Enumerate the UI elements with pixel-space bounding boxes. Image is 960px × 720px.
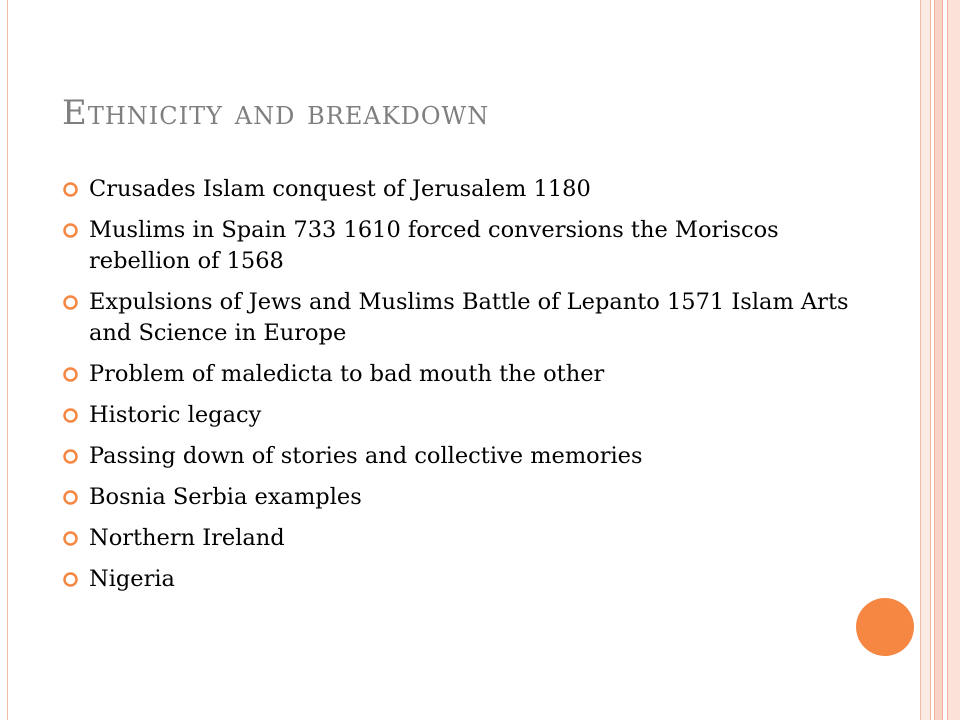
circle-outline-bullet-icon — [62, 222, 79, 239]
bullet-item — [60, 359, 850, 390]
bullet-text: Muslims in Spain 733 1610 forced conversions the Moriscos rebellion of 1568 — [89, 217, 779, 274]
bullet-list — [60, 174, 850, 605]
circle-outline-bullet-icon — [62, 530, 79, 547]
bullet-text: Historic legacy — [89, 402, 262, 428]
slide-title — [62, 93, 490, 133]
bullet-item — [60, 441, 850, 472]
circle-outline-bullet-icon — [62, 181, 79, 198]
decorative-stripe — [921, 0, 931, 720]
circle-outline-bullet-icon — [62, 294, 79, 311]
decorative-stripe — [934, 0, 943, 720]
circle-outline-bullet-icon — [62, 407, 79, 424]
decorative-stripe — [947, 0, 960, 720]
bullet-text: Crusades Islam conquest of Jerusalem 1180 — [89, 176, 591, 202]
bullet-text: Problem of maledicta to bad mouth the other — [89, 361, 605, 387]
circle-outline-bullet-icon — [62, 571, 79, 588]
title-initial: E — [62, 93, 88, 133]
bullet-text: Expulsions of Jews and Muslims Battle of Lepanto 1571 Islam Arts and Science in Europe — [89, 289, 849, 346]
circle-outline-bullet-icon — [62, 448, 79, 465]
bullet-item — [60, 482, 850, 513]
bullet-item — [60, 215, 850, 277]
bullet-text: Bosnia Serbia examples — [89, 484, 362, 510]
title-rest: thnicity and breakdown — [87, 93, 490, 133]
bullet-item — [60, 400, 850, 431]
bullet-text: Passing down of stories and collective memories — [89, 443, 643, 469]
bullet-item — [60, 174, 850, 205]
bullet-text: Northern Ireland — [89, 525, 285, 551]
circle-outline-bullet-icon — [62, 489, 79, 506]
circle-outline-bullet-icon — [62, 366, 79, 383]
bullet-item — [60, 564, 850, 595]
bullet-text: Nigeria — [89, 566, 175, 592]
accent-circle — [856, 598, 914, 656]
bullet-item — [60, 523, 850, 554]
bullet-item — [60, 287, 850, 349]
